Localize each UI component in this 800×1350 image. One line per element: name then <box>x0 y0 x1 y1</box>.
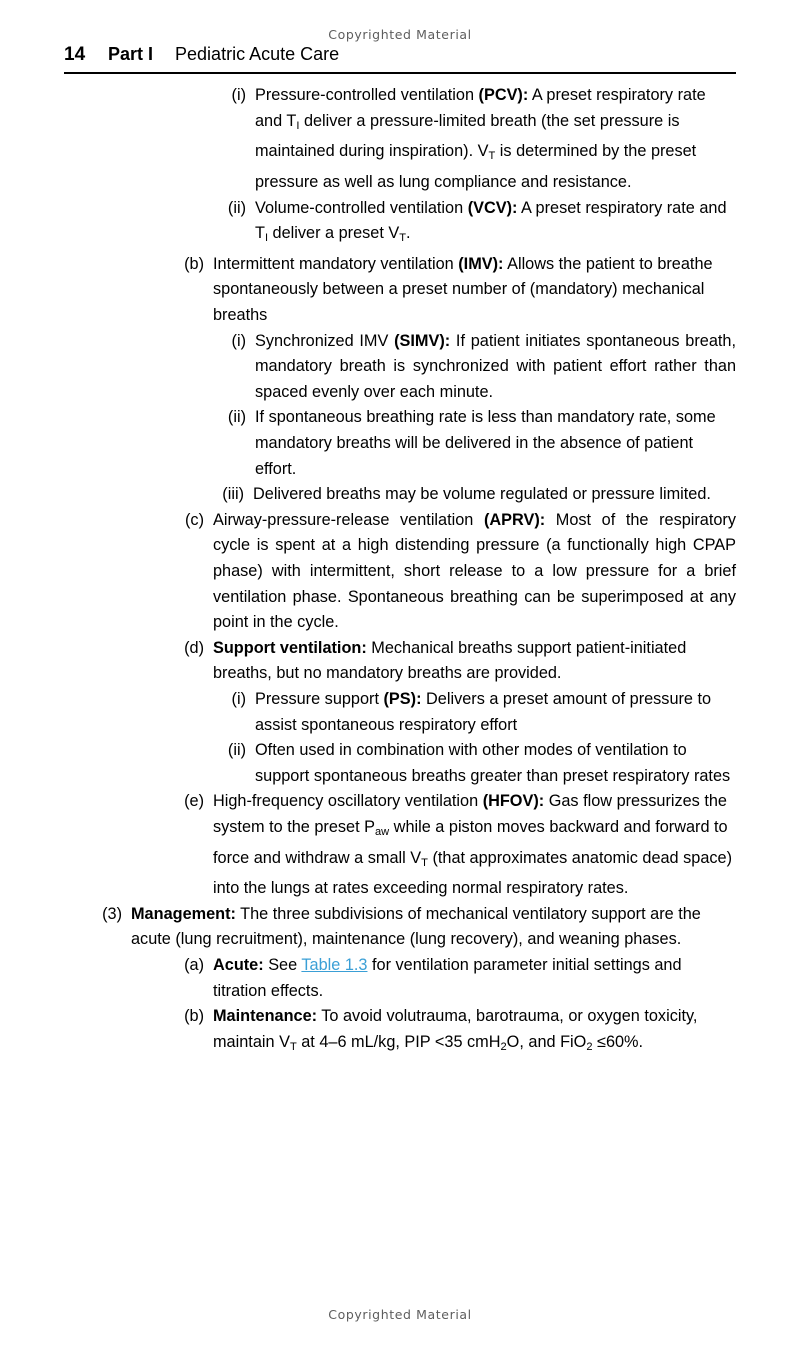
text-run: O, and FiO <box>506 1032 587 1051</box>
subscript: T <box>421 856 428 869</box>
subscript: I <box>296 119 300 132</box>
list-text <box>255 329 736 406</box>
part-title: Pediatric Acute Care <box>175 44 340 64</box>
list-item <box>88 902 736 953</box>
text-run: . <box>406 224 411 243</box>
list-text <box>213 953 736 1004</box>
text-emphasis: Management: <box>131 904 236 923</box>
text-emphasis: (PS): <box>383 689 422 708</box>
subscript: T <box>289 1040 297 1053</box>
list-item <box>212 687 736 738</box>
list-marker: (e) <box>184 792 204 811</box>
copyright-notice-bottom: Copyrighted Material <box>328 1307 472 1322</box>
text-run: Mechanical breaths support patient-initiated breaths, but no mandatory breaths are provided. <box>213 638 687 683</box>
list-text: If spontaneous breathing rate is less than mandatory rate, some mandatory breaths will be delivered in the absence of patient effort. <box>255 408 716 478</box>
list-item <box>212 405 736 482</box>
subscript: 2 <box>586 1040 593 1053</box>
list-text <box>255 687 736 738</box>
text-emphasis: (SIMV): <box>394 331 451 350</box>
text-run: (that approximates anatomic dead space) into the lungs at rates exceeding normal respiratory rates. <box>213 848 733 898</box>
list-marker: (i) <box>231 331 246 350</box>
text-run: A preset respiratory rate and T <box>255 86 706 130</box>
subscript: T <box>488 150 496 163</box>
list-item <box>202 482 736 508</box>
text-run: Delivers a preset amount of pressure to assist spontaneous respiratory effort <box>255 689 712 734</box>
list-marker: (iii) <box>222 485 244 504</box>
subscript: T <box>399 232 407 245</box>
subscript: I <box>264 232 269 245</box>
text-run: for ventilation parameter initial settings and titration effects. <box>213 956 682 1000</box>
text-run: at 4–6 mL/kg, PIP <35 cmH <box>296 1032 501 1051</box>
text-run: High-frequency oscillatory ventilation <box>213 792 483 811</box>
text-run: Airway-pressure-release ventilation <box>213 510 484 529</box>
list-item <box>212 329 736 406</box>
text-emphasis: (APRV): <box>483 510 546 529</box>
text-run: while a piston moves backward and forward to force and withdraw a small V <box>213 817 728 867</box>
list-text: Delivered breaths may be volume regulated or pressure limited. <box>253 485 711 504</box>
text-emphasis: Support ventilation: <box>213 638 367 657</box>
copyright-notice-top: Copyrighted Material <box>328 27 472 42</box>
list-marker: (i) <box>231 86 246 104</box>
list-item <box>174 1004 736 1060</box>
text-emphasis: Acute: <box>213 956 264 975</box>
list-marker: (3) <box>102 904 122 923</box>
text-run: ≤60%. <box>592 1032 644 1051</box>
text-run: Gas flow pressurizes the system to the preset P <box>213 792 727 836</box>
list-marker: (b) <box>184 1007 204 1026</box>
text-run: deliver a pressure-limited breath (the set pressure is maintained during inspiration). V <box>255 111 680 161</box>
text-run: Most of the respiratory cycle is spent at a high distending pressure (a functionally high CPAP phase) with intermittent, short release to a low pressure for a brief ventilation phase. Spontaneous breathing can be superimposed at any point in the cycle. <box>213 510 736 632</box>
list-item <box>174 636 736 687</box>
list-text <box>131 902 736 953</box>
list-marker: (ii) <box>227 741 246 760</box>
text-run: The three subdivisions of mechanical ventilatory support are the acute (lung recruitment), maintenance (lung recovery), and weaning phases. <box>131 904 701 949</box>
page-number: 14 <box>64 44 86 65</box>
table-reference-link[interactable]: Table 1.3 <box>301 956 368 975</box>
list-marker: (ii) <box>227 198 246 217</box>
text-run: deliver a preset V <box>268 224 400 243</box>
text-emphasis: (IMV): <box>458 254 504 273</box>
list-text <box>213 789 736 902</box>
text-run: is determined by the preset pressure as well as lung compliance and resistance. <box>255 142 697 191</box>
text-run: If patient initiates spontaneous breath, mandatory breath is synchronized with patient effort rather than spaced evenly over each minute. <box>255 331 736 401</box>
list-text <box>213 636 736 687</box>
list-marker: (i) <box>231 689 246 708</box>
list-item <box>174 789 736 902</box>
text-emphasis: (PCV): <box>478 86 529 104</box>
list-marker: (ii) <box>227 408 246 427</box>
list-text <box>255 83 736 196</box>
page-header <box>64 44 736 72</box>
text-run: See <box>263 956 302 975</box>
text-run: Allows the patient to breathe spontaneously between a preset number of (mandatory) mechanical breaths <box>213 254 713 325</box>
subscript: aw <box>374 826 390 838</box>
text-emphasis: Maintenance: <box>213 1007 318 1026</box>
text-run: Synchronized IMV <box>255 331 395 350</box>
text-run: A preset respiratory rate and T <box>255 198 727 243</box>
list-item <box>174 252 736 329</box>
text-run: To avoid volutrauma, barotrauma, or oxygen toxicity, maintain V <box>213 1007 698 1051</box>
list-item <box>212 196 736 252</box>
list-item <box>212 738 736 789</box>
list-item <box>212 83 736 196</box>
list-text <box>213 1004 736 1060</box>
list-marker: (b) <box>184 254 204 273</box>
list-text: Often used in combination with other modes of ventilation to support spontaneous breaths greater than preset respiratory rates <box>255 741 731 785</box>
list-marker: (a) <box>184 956 204 975</box>
text-emphasis: (VCV): <box>467 198 518 217</box>
list-text <box>213 252 736 329</box>
text-run: Pressure-controlled ventilation <box>255 86 479 104</box>
page-content <box>64 83 736 1061</box>
list-item <box>174 508 736 636</box>
part-label: Part I <box>108 44 154 64</box>
list-text <box>255 196 736 252</box>
text-run: Intermittent mandatory ventilation <box>213 254 459 273</box>
list-marker: (c) <box>185 510 204 529</box>
header-divider <box>64 72 736 74</box>
list-text <box>213 508 736 636</box>
text-run: Volume-controlled ventilation <box>255 198 468 217</box>
text-run: Pressure support <box>255 689 384 708</box>
text-emphasis: (HFOV): <box>482 792 545 811</box>
subscript: 2 <box>500 1040 507 1053</box>
list-item <box>174 953 736 1004</box>
list-marker: (d) <box>184 638 204 657</box>
